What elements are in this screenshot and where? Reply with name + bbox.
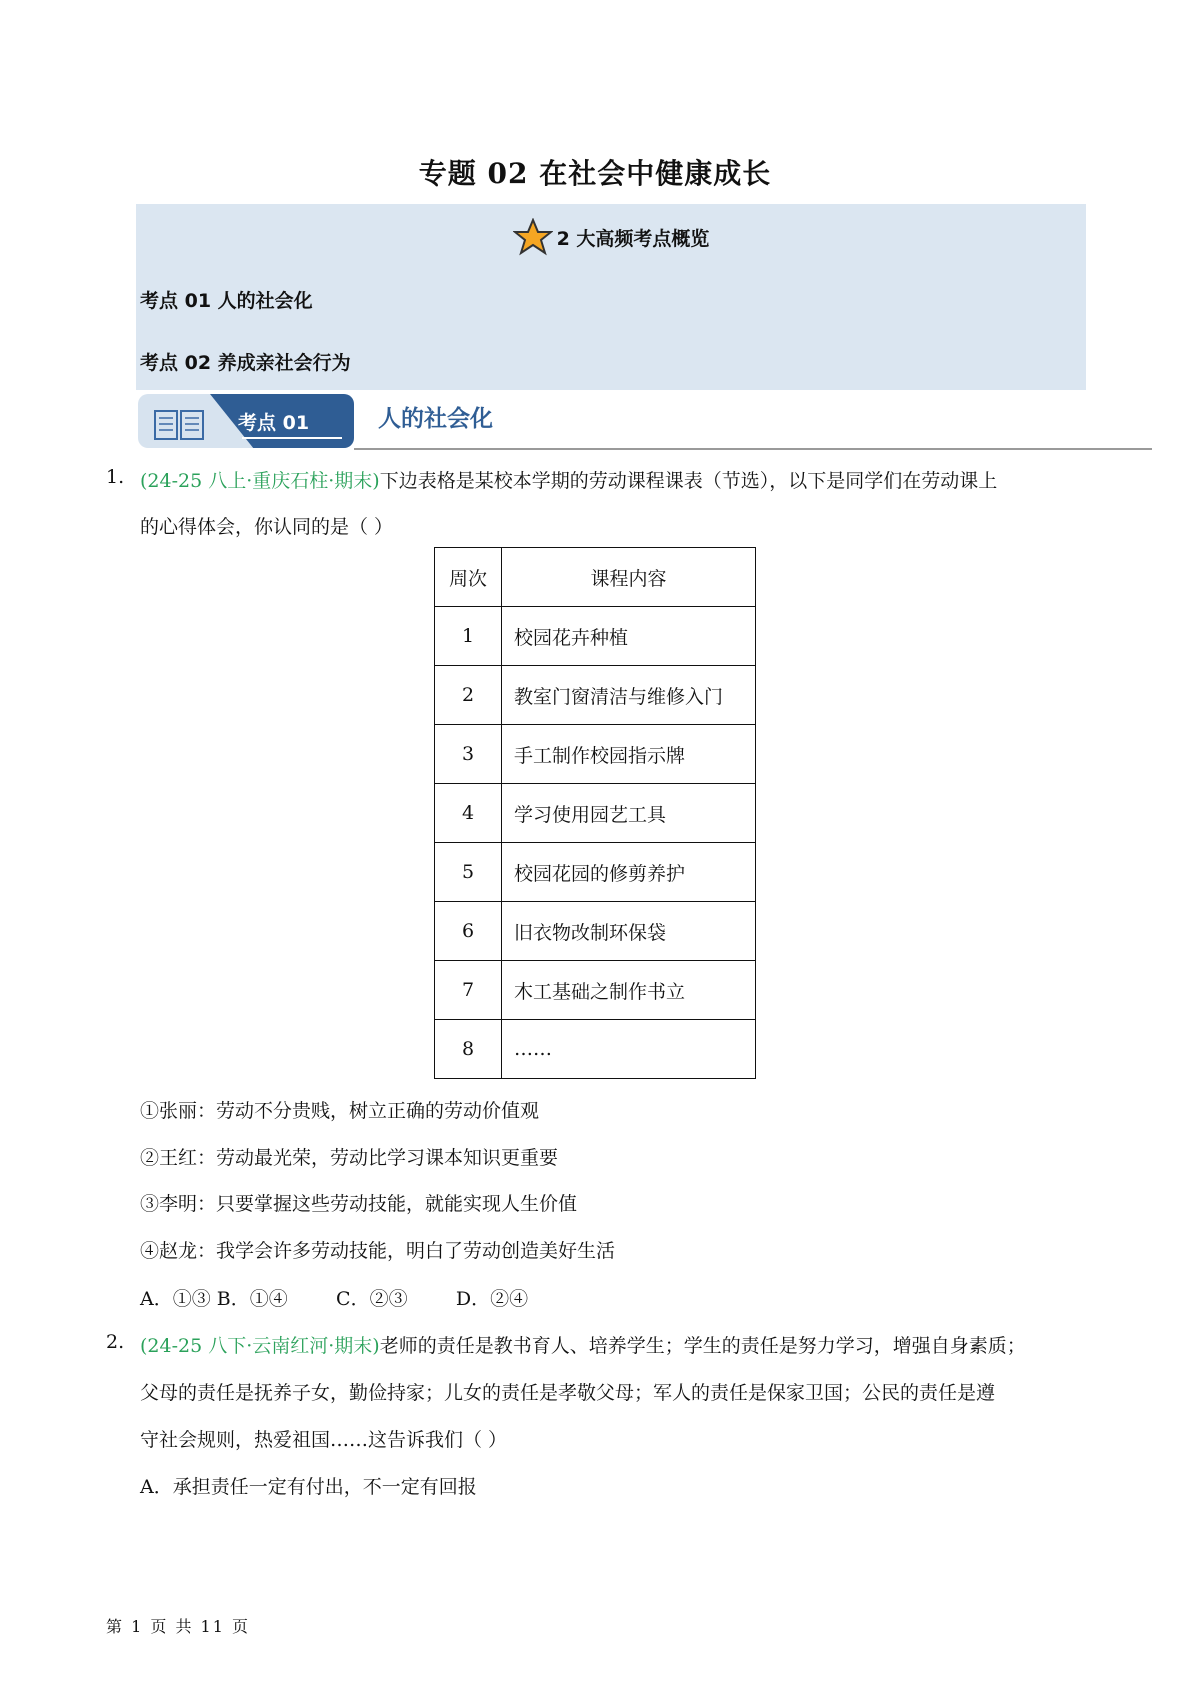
- table-cell-week: 8: [435, 1020, 502, 1079]
- overview-heading-text: 2 大高频考点概览: [556, 227, 710, 250]
- question-1-options: A．①③ B．①④ C．②③ D．②④: [140, 1288, 529, 1310]
- table-cell-week: 6: [435, 902, 502, 961]
- course-table: [434, 547, 756, 1079]
- section-tab-label: 考点 01: [238, 412, 310, 434]
- statement-1: ①张丽：劳动不分贵贱，树立正确的劳动价值观: [140, 1100, 540, 1122]
- question-2-stem-line-3: 守社会规则，热爱祖国……这告诉我们（ ）: [140, 1429, 508, 1451]
- table-cell-content: 木工基础之制作书立: [502, 961, 756, 1020]
- question-1-stem-text-1: 下边表格是某校本学期的劳动课程课表（节选），以下是同学们在劳动课上: [379, 470, 998, 492]
- question-2-stem-line-2: 父母的责任是抚养子女，勤俭持家；儿女的责任是孝敬父母；军人的责任是保家卫国；公民的责任是遵: [140, 1382, 996, 1404]
- table-cell-week: 3: [435, 725, 502, 784]
- table-cell-content: 教室门窗清洁与维修入门: [502, 666, 756, 725]
- table-cell-content: 旧衣物改制环保袋: [502, 902, 756, 961]
- question-1-stem-line-2: 的心得体会，你认同的是（ ）: [140, 516, 394, 538]
- table-row: [435, 607, 756, 666]
- table-cell-week: 1: [435, 607, 502, 666]
- question-2-option-a: A．承担责任一定有付出，不一定有回报: [140, 1476, 477, 1498]
- table-cell-week: 5: [435, 843, 502, 902]
- table-row: [435, 666, 756, 725]
- question-1-stem-line-1: [140, 466, 997, 493]
- star-icon: [513, 218, 553, 256]
- question-1-number: 1.: [106, 466, 125, 488]
- table-cell-content: 手工制作校园指示牌: [502, 725, 756, 784]
- table-cell-content: ……: [502, 1020, 756, 1079]
- table-row: [435, 725, 756, 784]
- tab-underline: [242, 437, 342, 439]
- question-1-source: (24-25 八上·重庆石柱·期末): [140, 470, 380, 492]
- table-cell-week: 7: [435, 961, 502, 1020]
- table-header-row: [435, 548, 756, 607]
- page-title: 专题 02 在社会中健康成长: [418, 157, 772, 190]
- overview-box: [136, 204, 1086, 390]
- statement-3: ③李明：只要掌握这些劳动技能，就能实现人生价值: [140, 1193, 578, 1215]
- question-2-source: (24-25 八下·云南红河·期末): [140, 1335, 380, 1357]
- section-banner: [138, 394, 354, 448]
- table-cell-content: 学习使用园艺工具: [502, 784, 756, 843]
- statement-4: ④赵龙：我学会许多劳动技能，明白了劳动创造美好生活: [140, 1240, 616, 1262]
- table-cell-week: 2: [435, 666, 502, 725]
- table-row: [435, 1020, 756, 1079]
- table-row: [435, 961, 756, 1020]
- question-2-stem-line-1: [140, 1331, 1026, 1358]
- table-header-cell: 周次: [435, 548, 502, 607]
- table-row: [435, 902, 756, 961]
- section-title: 人的社会化: [378, 405, 493, 432]
- overview-item-1: 考点 01 人的社会化: [140, 290, 313, 312]
- book-icon: [154, 410, 204, 440]
- page-footer: 第 1 页 共 11 页: [106, 1617, 250, 1636]
- question-2-stem-text-1: 老师的责任是教书育人、培养学生；学生的责任是努力学习，增强自身素质；: [379, 1335, 1026, 1357]
- table-header-cell: 课程内容: [502, 548, 756, 607]
- table-cell-content: 校园花卉种植: [502, 607, 756, 666]
- table-row: [435, 784, 756, 843]
- table-cell-content: 校园花园的修剪养护: [502, 843, 756, 902]
- table-row: [435, 843, 756, 902]
- statement-2: ②王红：劳动最光荣，劳动比学习课本知识更重要: [140, 1147, 559, 1169]
- overview-item-2: 考点 02 养成亲社会行为: [140, 352, 351, 374]
- question-2-number: 2.: [106, 1331, 125, 1353]
- section-divider: [354, 448, 1152, 450]
- overview-heading: [136, 218, 1086, 256]
- table-cell-week: 4: [435, 784, 502, 843]
